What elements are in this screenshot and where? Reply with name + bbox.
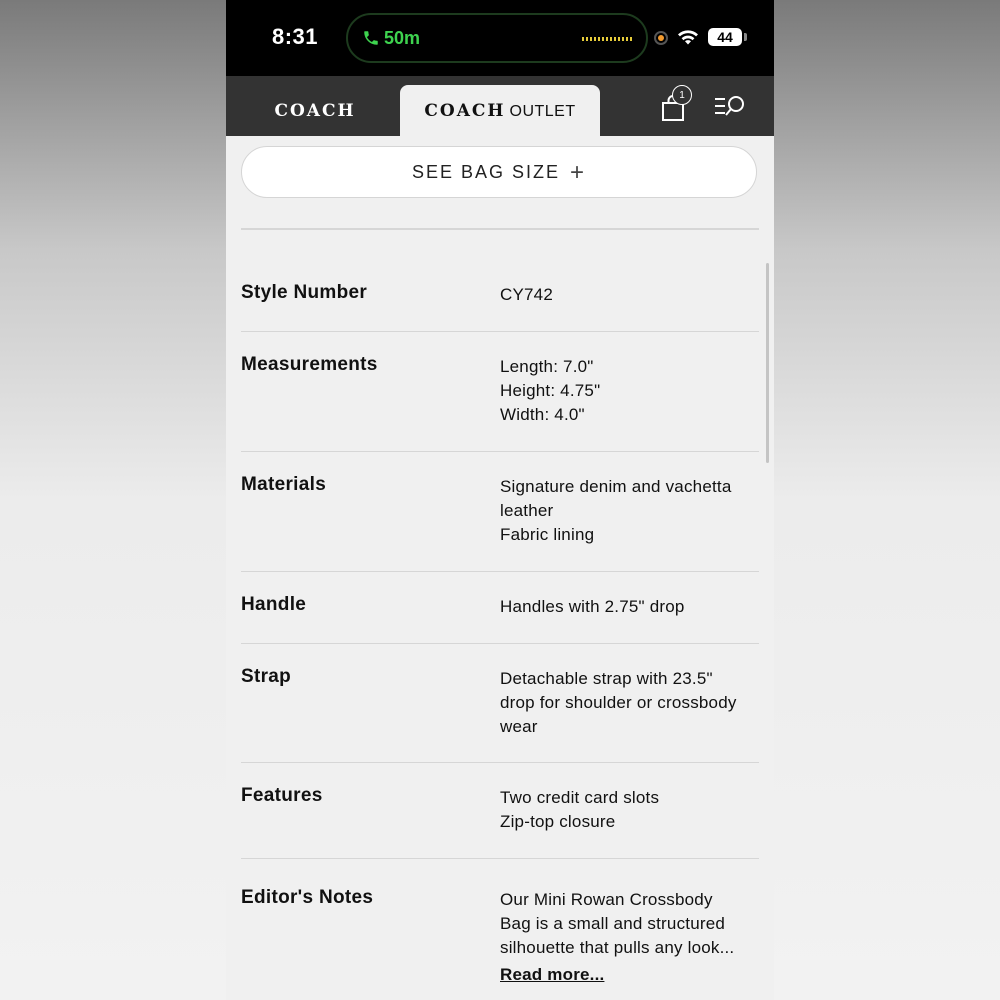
spec-value bbox=[500, 475, 758, 547]
spec-value-line: Fabric lining bbox=[500, 525, 595, 544]
audio-waveform-icon bbox=[582, 37, 632, 41]
spec-label: Materials bbox=[241, 474, 327, 495]
spec-row-measurements bbox=[241, 332, 759, 452]
read-more-link[interactable]: Read more... bbox=[500, 965, 605, 984]
spec-row-features bbox=[241, 763, 759, 859]
spec-value bbox=[500, 355, 758, 427]
call-timer: 50m bbox=[384, 28, 421, 48]
spec-value-line: Our Mini Rowan Crossbody bbox=[500, 890, 713, 909]
plus-icon: + bbox=[570, 159, 587, 186]
spec-label: Features bbox=[241, 785, 323, 806]
spec-value-line: Detachable strap with 23.5" bbox=[500, 669, 713, 688]
spec-value-line: Signature denim and vachetta bbox=[500, 477, 732, 496]
spec-value-line: Length: 7.0" bbox=[500, 357, 594, 376]
see-bag-size-button[interactable] bbox=[241, 146, 757, 198]
spec-value-line: wear bbox=[500, 717, 538, 736]
spec-value bbox=[500, 667, 758, 739]
spec-label: Measurements bbox=[241, 354, 378, 375]
spec-label: Strap bbox=[241, 666, 292, 687]
spec-value bbox=[500, 595, 758, 619]
brand-tab-bar bbox=[226, 76, 774, 136]
spec-value bbox=[500, 888, 758, 987]
battery-tip bbox=[744, 33, 747, 41]
status-bar bbox=[226, 0, 774, 76]
spec-value-line: Width: 4.0" bbox=[500, 405, 585, 424]
tab-outlet-word: OUTLET bbox=[509, 103, 576, 120]
spec-label: Style Number bbox=[241, 282, 368, 303]
status-time: 8:31 bbox=[272, 24, 319, 49]
tab-coach-outlet[interactable] bbox=[400, 85, 600, 136]
spec-label: Handle bbox=[241, 594, 307, 615]
spec-value-line: leather bbox=[500, 501, 554, 520]
spec-row-materials bbox=[241, 452, 759, 572]
phone-icon bbox=[362, 28, 380, 48]
spec-value-line: CY742 bbox=[500, 285, 553, 304]
spec-value-line: Height: 4.75" bbox=[500, 381, 601, 400]
spec-value-line: Handles with 2.75" drop bbox=[500, 597, 685, 616]
spec-value-line: silhouette that pulls any look... bbox=[500, 938, 735, 957]
wifi-icon bbox=[676, 26, 700, 46]
tab-outlet-brand: COACH bbox=[424, 101, 506, 121]
specs-table bbox=[241, 230, 759, 1000]
spec-row-handle bbox=[241, 572, 759, 644]
scrollbar[interactable] bbox=[766, 263, 769, 463]
spec-value bbox=[500, 786, 758, 834]
tab-coach[interactable]: COACH bbox=[274, 101, 356, 121]
spec-label: Editor's Notes bbox=[241, 887, 374, 908]
see-bag-size-label: SEE BAG SIZE bbox=[411, 162, 561, 182]
battery-icon: 44 bbox=[708, 28, 742, 46]
spec-value-line: Zip-top closure bbox=[500, 812, 616, 831]
search-menu-icon[interactable] bbox=[714, 94, 746, 120]
spec-row-strap bbox=[241, 644, 759, 763]
spec-value-line: Two credit card slots bbox=[500, 788, 660, 807]
spec-row-style-number bbox=[241, 230, 759, 332]
spec-value bbox=[500, 283, 758, 307]
microphone-indicator-icon bbox=[654, 31, 668, 45]
phone-screen bbox=[226, 0, 774, 1000]
spec-value-line: Bag is a small and structured bbox=[500, 914, 726, 933]
spec-row-editors-notes bbox=[241, 859, 759, 1000]
spec-value-line: drop for shoulder or crossbody bbox=[500, 693, 737, 712]
dynamic-island-call[interactable] bbox=[346, 13, 648, 63]
cart-count-badge: 1 bbox=[672, 85, 692, 105]
